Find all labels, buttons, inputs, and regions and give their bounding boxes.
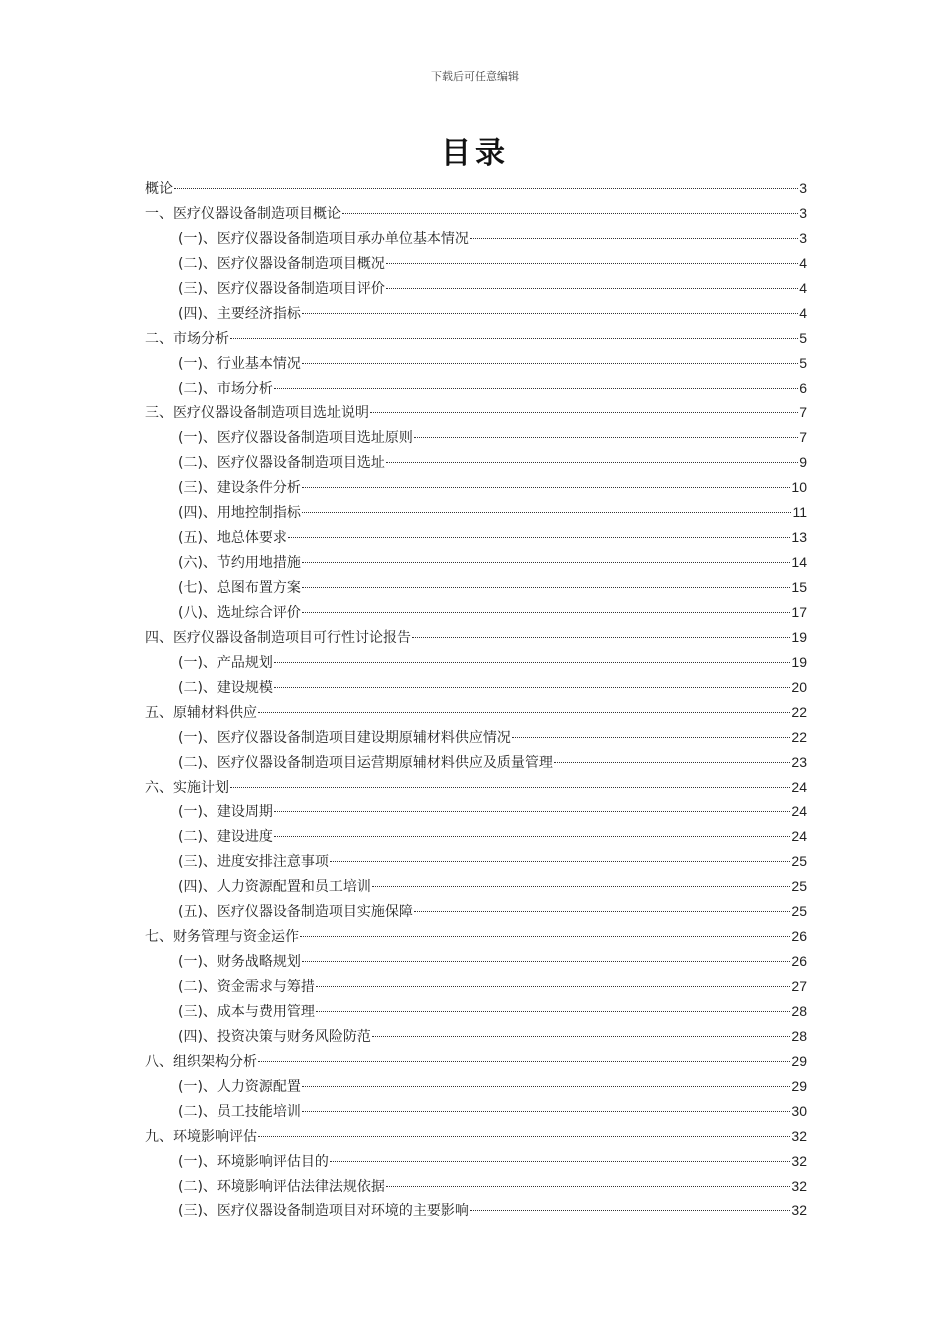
dot-leader (302, 1085, 790, 1087)
toc-entry[interactable] (145, 525, 807, 550)
toc-entry-text: (四)、人力资源配置和员工培训 (178, 879, 371, 896)
toc-entry[interactable] (145, 1198, 807, 1223)
toc-entry-text: (四)、投资决策与财务风险防范 (178, 1028, 371, 1045)
toc-entry-text: (二)、资金需求与筹措 (178, 979, 315, 995)
toc-entry-page: 4 (799, 279, 807, 296)
toc-entry-text: 四、医疗仪器设备制造项目可行性讨论报告 (145, 629, 411, 646)
toc-entry-page: 32 (791, 1202, 807, 1219)
toc-entry-text: (三)、成本与费用管理 (178, 1003, 315, 1020)
toc-entry-text: (三)、建设条件分析 (178, 480, 301, 497)
dot-leader (386, 461, 798, 463)
dot-leader (274, 686, 790, 688)
toc-entry[interactable] (145, 400, 807, 425)
toc-entry-text: (八)、选址综合评价 (178, 604, 301, 621)
toc-entry-text: (二)、医疗仪器设备制造项目选址 (178, 455, 385, 472)
toc-entry-text: (四)、主要经济指标 (178, 305, 301, 322)
toc-entry[interactable] (145, 974, 807, 999)
toc-entry-page: 3 (799, 180, 807, 196)
toc-entry-page: 32 (791, 1152, 807, 1169)
toc-entry-page: 23 (791, 753, 807, 770)
dot-leader (330, 860, 790, 862)
dot-leader (302, 561, 790, 563)
toc-entry[interactable] (145, 1124, 807, 1149)
toc-entry[interactable] (145, 775, 807, 800)
toc-entry-text: (二)、环境影响评估法律法规依据 (178, 1178, 385, 1195)
dot-leader (302, 362, 798, 364)
toc-entry-text: (三)、医疗仪器设备制造项目评价 (178, 280, 385, 297)
toc-entry-page: 25 (791, 878, 807, 895)
dot-leader (554, 761, 790, 763)
toc-entry-text: 一、医疗仪器设备制造项目概论 (145, 205, 341, 222)
toc-entry-text: (三)、进度安排注意事项 (178, 854, 329, 871)
dot-leader (470, 237, 798, 239)
toc-entry-page: 29 (791, 1077, 807, 1094)
dot-leader (512, 736, 790, 738)
toc-entry-page: 32 (791, 1177, 807, 1194)
dot-leader (302, 960, 790, 962)
dot-leader (230, 786, 790, 788)
toc-entry-page: 26 (791, 928, 807, 945)
toc-entry-page: 28 (791, 1027, 807, 1044)
toc-entry-page: 6 (799, 379, 807, 396)
toc-entry[interactable] (145, 600, 807, 625)
toc-entry-text: (二)、建设规模 (178, 679, 273, 696)
toc-entry-text: (一)、产品规划 (178, 654, 273, 671)
toc-entry[interactable] (145, 201, 807, 226)
toc-entry-text: 二、市场分析 (145, 330, 229, 347)
toc-entry-page: 19 (791, 628, 807, 645)
table-of-contents (145, 176, 807, 1223)
toc-entry-text: (一)、建设周期 (178, 804, 273, 821)
toc-entry-text: (二)、建设进度 (178, 829, 273, 846)
dot-leader (386, 287, 798, 289)
toc-entry-text: (七)、总图布置方案 (178, 580, 301, 596)
toc-entry-text: 六、实施计划 (145, 779, 229, 796)
toc-entry-page: 24 (791, 803, 807, 820)
dot-leader (386, 262, 798, 264)
dot-leader (302, 511, 792, 513)
toc-entry[interactable] (145, 1049, 807, 1074)
toc-entry[interactable] (145, 450, 807, 475)
toc-entry-text: 九、环境影响评估 (145, 1128, 257, 1145)
toc-entry[interactable] (145, 326, 807, 351)
toc-entry[interactable] (145, 1024, 807, 1049)
toc-entry-page: 10 (791, 479, 807, 496)
toc-entry[interactable] (145, 226, 807, 251)
toc-entry-page: 28 (791, 1002, 807, 1019)
toc-entry[interactable] (145, 376, 807, 401)
toc-entry-page: 30 (791, 1102, 807, 1119)
toc-entry[interactable] (145, 924, 807, 949)
toc-entry[interactable] (145, 999, 807, 1024)
dot-leader (288, 536, 790, 538)
dot-leader (274, 387, 798, 389)
dot-leader (330, 1160, 790, 1162)
toc-entry-text: 概论 (145, 181, 173, 197)
toc-entry-page: 20 (791, 678, 807, 695)
toc-entry-page: 4 (799, 304, 807, 321)
toc-entry-page: 22 (791, 728, 807, 745)
dot-leader (302, 1110, 790, 1112)
toc-entry[interactable] (145, 725, 807, 750)
toc-entry-page: 24 (791, 778, 807, 795)
toc-entry-text: (四)、用地控制指标 (178, 505, 301, 522)
toc-entry-page: 7 (799, 404, 807, 421)
toc-entry-page: 7 (799, 429, 807, 446)
dot-leader (258, 1135, 790, 1137)
toc-entry[interactable] (145, 675, 807, 700)
toc-entry[interactable] (145, 251, 807, 276)
toc-entry-page: 25 (791, 853, 807, 870)
toc-entry[interactable] (145, 425, 807, 450)
dot-leader (316, 1010, 790, 1012)
dot-leader (300, 935, 790, 937)
toc-entry-text: 三、医疗仪器设备制造项目选址说明 (145, 405, 369, 422)
toc-entry-page: 14 (791, 554, 807, 571)
toc-entry-page: 11 (792, 504, 807, 521)
toc-entry[interactable] (145, 351, 807, 376)
toc-entry-text: (一)、财务战略规划 (178, 954, 301, 971)
toc-entry-text: (一)、人力资源配置 (178, 1078, 301, 1095)
toc-entry-page: 3 (799, 229, 807, 246)
dot-leader (258, 711, 790, 713)
toc-entry[interactable] (145, 276, 807, 301)
dot-leader (412, 636, 790, 638)
toc-entry-page: 5 (799, 329, 807, 346)
toc-entry[interactable] (145, 1099, 807, 1124)
dot-leader (372, 885, 790, 887)
toc-entry-text: (三)、医疗仪器设备制造项目对环境的主要影响 (178, 1203, 469, 1220)
toc-entry-page: 24 (791, 828, 807, 845)
toc-entry[interactable] (145, 874, 807, 899)
toc-entry-page: 32 (791, 1127, 807, 1144)
toc-entry[interactable] (145, 575, 807, 600)
toc-entry-page: 22 (791, 703, 807, 720)
toc-entry[interactable] (145, 550, 807, 575)
toc-entry-page: 4 (799, 254, 807, 271)
dot-leader (414, 910, 790, 912)
dot-leader (316, 985, 790, 987)
dot-leader (370, 411, 798, 413)
toc-entry-text: 五、原辅材料供应 (145, 704, 257, 721)
toc-entry-text: (一)、医疗仪器设备制造项目承办单位基本情况 (178, 230, 469, 247)
dot-leader (230, 337, 798, 339)
toc-entry-text: (一)、医疗仪器设备制造项目建设期原辅材料供应情况 (178, 729, 511, 746)
toc-entry[interactable] (145, 949, 807, 974)
toc-entry[interactable] (145, 899, 807, 924)
dot-leader (258, 1060, 790, 1062)
toc-entry[interactable] (145, 650, 807, 675)
toc-entry-page: 17 (791, 603, 807, 620)
toc-entry[interactable] (145, 824, 807, 849)
dot-leader (470, 1209, 790, 1211)
toc-title: 目录 (441, 136, 509, 171)
dot-leader (302, 486, 790, 488)
toc-entry-text: (二)、员工技能培训 (178, 1103, 301, 1120)
dot-leader (372, 1035, 790, 1037)
dot-leader (302, 312, 798, 314)
dot-leader (174, 187, 798, 189)
header-note: 下载后可任意编辑 (431, 70, 519, 83)
toc-entry[interactable] (145, 1174, 807, 1199)
dot-leader (274, 661, 790, 663)
toc-entry-text: (五)、地总体要求 (178, 530, 287, 547)
dot-leader (274, 810, 790, 812)
toc-entry-page: 13 (791, 529, 807, 546)
toc-entry-text: 七、财务管理与资金运作 (145, 929, 299, 946)
toc-entry-text: (一)、环境影响评估目的 (178, 1153, 329, 1170)
toc-entry[interactable] (145, 1074, 807, 1099)
toc-entry-page: 25 (791, 903, 807, 920)
dot-leader (342, 212, 798, 214)
toc-entry[interactable] (145, 500, 807, 525)
toc-entry-text: (一)、行业基本情况 (178, 355, 301, 372)
toc-entry-page: 3 (799, 204, 807, 221)
toc-entry-text: (二)、医疗仪器设备制造项目运营期原辅材料供应及质量管理 (178, 754, 553, 771)
toc-entry[interactable] (145, 700, 807, 725)
dot-leader (274, 835, 790, 837)
toc-entry-text: (一)、医疗仪器设备制造项目选址原则 (178, 430, 413, 447)
toc-entry-page: 9 (799, 454, 807, 471)
toc-entry-page: 15 (791, 579, 807, 595)
toc-entry-page: 29 (791, 1052, 807, 1069)
toc-entry-text: (二)、医疗仪器设备制造项目概况 (178, 255, 385, 272)
toc-entry[interactable] (145, 750, 807, 775)
toc-entry[interactable] (145, 625, 807, 650)
toc-entry-page: 19 (791, 653, 807, 670)
toc-entry-page: 5 (799, 354, 807, 371)
dot-leader (302, 611, 790, 613)
toc-entry-page: 27 (791, 978, 807, 994)
dot-leader (386, 1185, 790, 1187)
toc-entry[interactable] (145, 799, 807, 824)
dot-leader (302, 586, 790, 588)
toc-entry-text: 八、组织架构分析 (145, 1053, 257, 1070)
toc-entry-page: 26 (791, 953, 807, 970)
toc-entry-text: (五)、医疗仪器设备制造项目实施保障 (178, 904, 413, 921)
toc-entry[interactable] (145, 1149, 807, 1174)
toc-entry-text: (六)、节约用地措施 (178, 555, 301, 572)
toc-entry[interactable] (145, 849, 807, 874)
toc-entry[interactable] (145, 176, 807, 201)
toc-entry-text: (二)、市场分析 (178, 380, 273, 397)
toc-entry[interactable] (145, 301, 807, 326)
toc-entry[interactable] (145, 475, 807, 500)
dot-leader (414, 436, 798, 438)
